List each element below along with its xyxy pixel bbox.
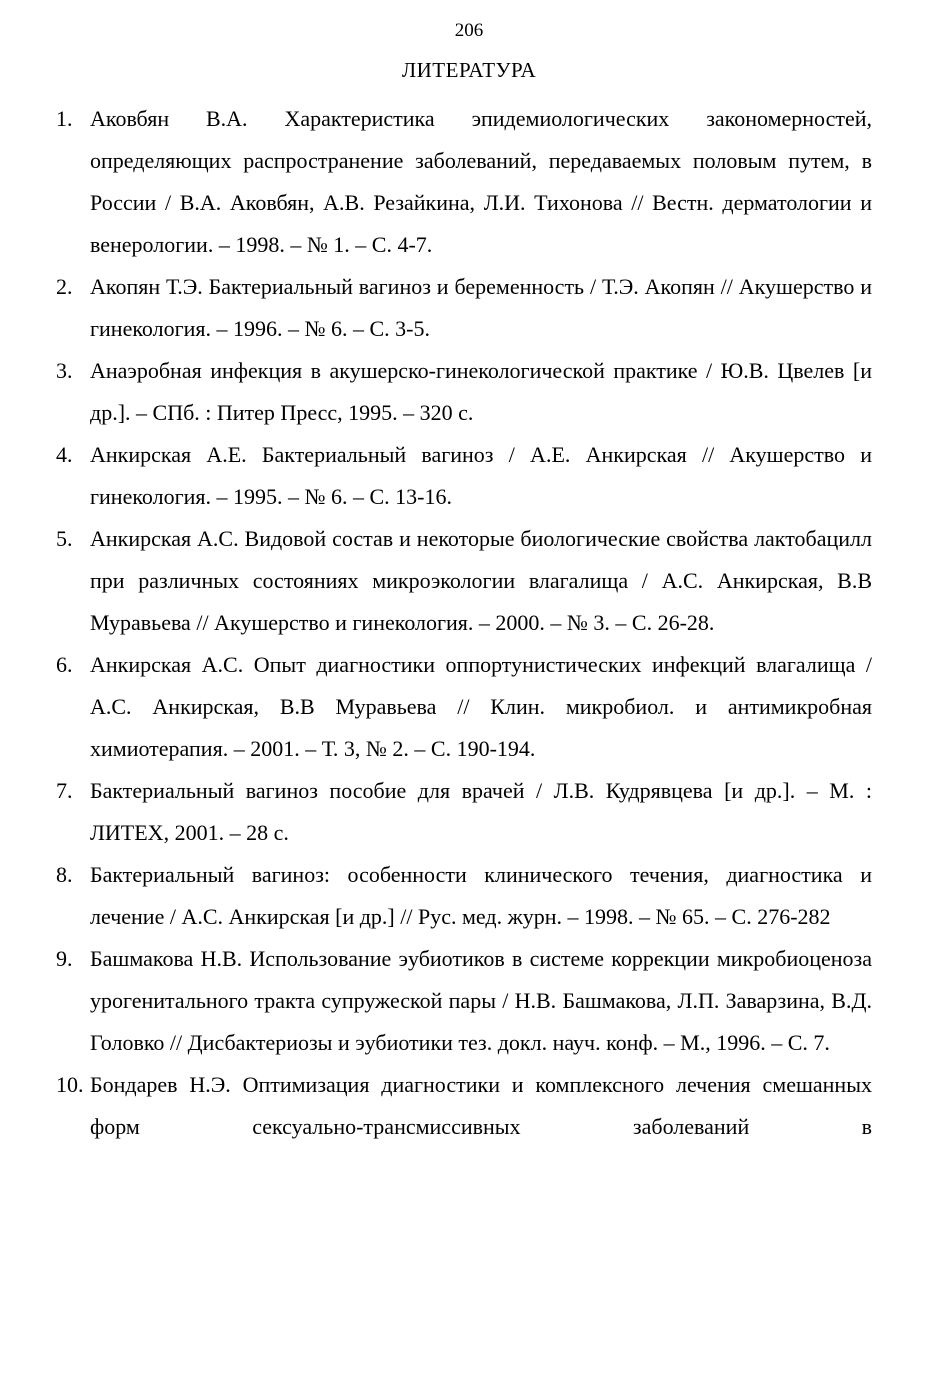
reference-item <box>56 854 872 938</box>
reference-number: 2. <box>56 274 73 299</box>
reference-text: Бондарев Н.Э. Оптимизация диагностики и комплексного лечения смешанных форм сексуально-трансмиссивных заболеваний в <box>90 1072 872 1139</box>
reference-number: 6. <box>56 652 73 677</box>
reference-number: 8. <box>56 862 73 887</box>
reference-text: Анкирская А.С. Опыт диагностики оппортунистических инфекций влагалища / А.С. Анкирская, В.В Муравьева // Клин. микробиол. и антимикробная химиотерапия. – 2001. – Т. 3, № 2. – С. 190-194. <box>90 652 872 761</box>
reference-item <box>56 518 872 644</box>
reference-number: 9. <box>56 946 73 971</box>
reference-item <box>56 98 872 266</box>
page-title: ЛИТЕРАТУРА <box>401 58 537 82</box>
reference-item <box>56 434 872 518</box>
reference-text: Бактериальный вагиноз: особенности клинического течения, диагностика и лечение / А.С. Анкирская [и др.] // Рус. мед. журн. – 1998. – № 65. – С. 276-282 <box>90 862 872 929</box>
reference-text: Анкирская А.С. Видовой состав и некоторые биологические свойства лактобацилл при различных состояниях микроэкологии влагалища / А.С. Анкирская, В.В Муравьева // Акушерство и гинекология. – 2000. – № 3. – С. 26-28. <box>90 526 872 635</box>
page-number: 206 <box>454 20 484 41</box>
reference-text: Анаэробная инфекция в акушерско-гинекологической практике / Ю.В. Цвелев [и др.]. – СПб. : Питер Пресс, 1995. – 320 с. <box>90 358 872 425</box>
reference-item <box>56 350 872 434</box>
reference-text: Башмакова Н.В. Использование эубиотиков в системе коррекции микробиоценоза урогенитального тракта супружеской пары / Н.В. Башмакова, Л.П. Заварзина, В.Д. Головко // Дисбактериозы и эубиотики тез. докл. науч. конф. – М., 1996. – С. 7. <box>90 946 872 1055</box>
reference-number: 10. <box>56 1072 84 1097</box>
reference-item <box>56 938 872 1064</box>
reference-item <box>56 1064 872 1148</box>
reference-number: 1. <box>56 106 73 131</box>
reference-item <box>56 770 872 854</box>
reference-text: Аковбян В.А. Характеристика эпидемиологических закономерностей, определяющих распространение заболеваний, передаваемых половым путем, в России / В.А. Аковбян, А.В. Резайкина, Л.И. Тихонова // Вестн. дерматологии и венерологии. – 1998. – № 1. – С. 4-7. <box>90 106 872 257</box>
reference-number: 3. <box>56 358 73 383</box>
reference-item <box>56 266 872 350</box>
reference-item <box>56 644 872 770</box>
reference-number: 4. <box>56 442 73 467</box>
reference-number: 5. <box>56 526 73 551</box>
reference-text: Акопян Т.Э. Бактериальный вагиноз и беременность / Т.Э. Акопян // Акушерство и гинекология. – 1996. – № 6. – С. 3-5. <box>90 274 872 341</box>
reference-number: 7. <box>56 778 73 803</box>
reference-text: Бактериальный вагиноз пособие для врачей / Л.В. Кудрявцева [и др.]. – М. : ЛИТЕХ, 2001. – 28 с. <box>90 778 872 845</box>
reference-text: Анкирская А.Е. Бактериальный вагиноз / А.Е. Анкирская // Акушерство и гинекология. – 1995. – № 6. – С. 13-16. <box>90 442 872 509</box>
reference-list <box>0 98 938 1148</box>
